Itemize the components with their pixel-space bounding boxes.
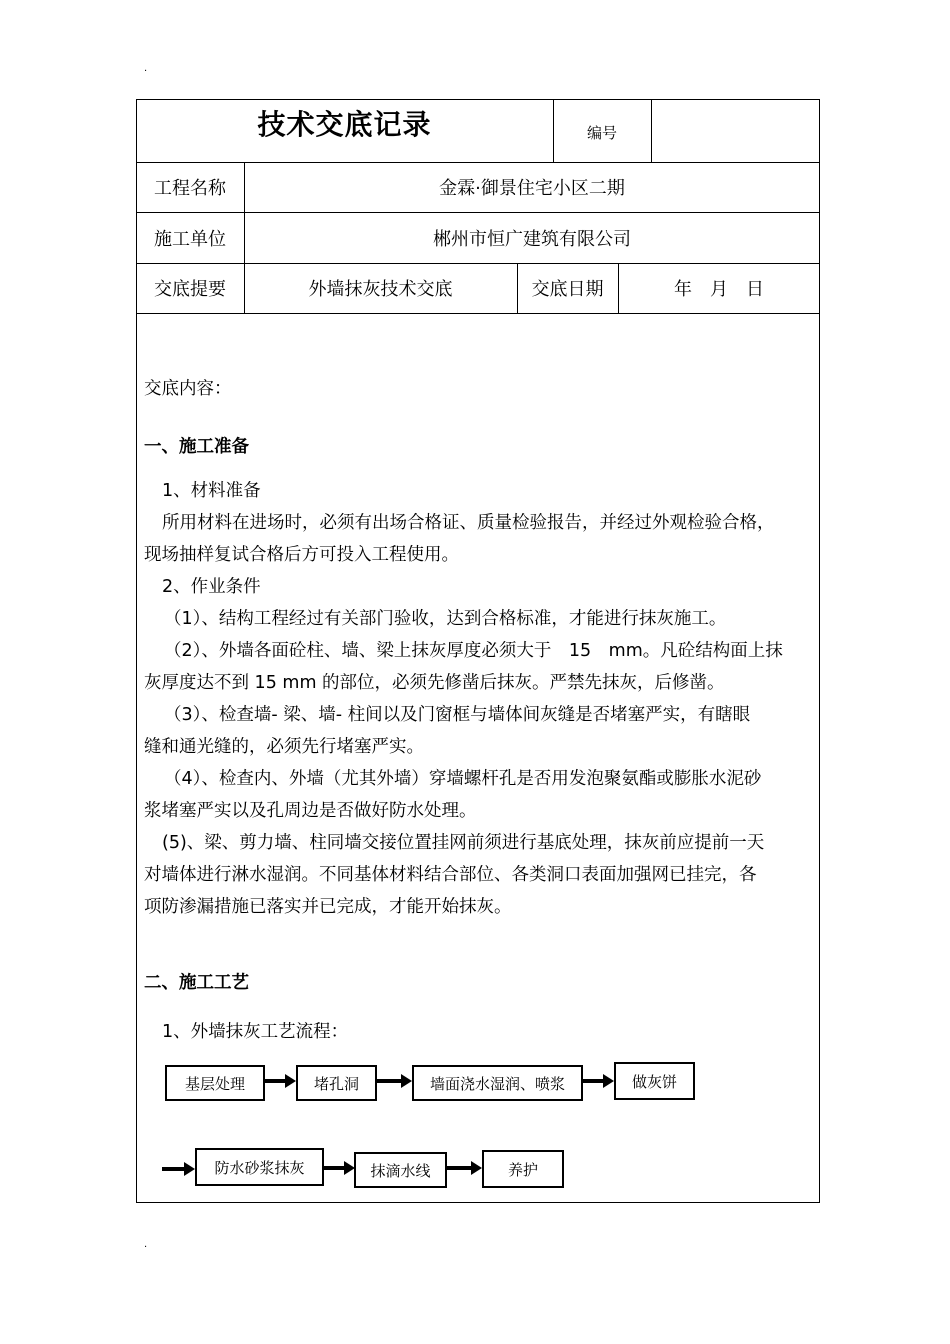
content-intro: 交底内容： <box>144 379 232 399</box>
flow-arrow-icon <box>162 1159 196 1179</box>
summary-label: 交底提要 <box>154 279 226 300</box>
paragraph-line: 浆堵塞严实以及孔周边是否做好防水处理。 <box>144 801 477 821</box>
flow-arrow-icon <box>583 1071 615 1091</box>
project-name-label: 工程名称 <box>154 178 226 199</box>
page-mark-bottom: . <box>144 1239 148 1250</box>
paragraph-line: （3）、检查墙- 梁、墙- 柱间以及门窗框与墙体间灰缝是否堵塞严实，有瞎眼 <box>164 705 751 725</box>
project-name-value: 金霖·御景住宅小区二期 <box>439 178 625 199</box>
paragraph-line: 所用材料在进场时，必须有出场合格证、质量检验报告，并经过外观检验合格， <box>162 513 775 533</box>
flow-arrow-icon <box>447 1158 483 1178</box>
flow-arrow-icon <box>377 1071 413 1091</box>
flow-step-base-treatment: 基层处理 <box>165 1065 265 1101</box>
paragraph-line: （1）、结构工程经过有关部门验收，达到合格标准，才能进行抹灰施工。 <box>164 609 727 629</box>
paragraph-line: 对墙体进行淋水湿润。不同基体材料结合部位、各类洞口表面加强网已挂完，各 <box>144 865 757 885</box>
flow-arrow-icon <box>324 1158 356 1178</box>
paragraph-line: 灰厚度达不到 15 mm 的部位，必须先修凿后抹灰。严禁先抹灰，后修凿。 <box>144 673 725 693</box>
disclosure-content <box>144 373 820 405</box>
paragraph-line: 缝和通光缝的，必须先行堵塞严实。 <box>144 737 424 757</box>
process-title: 1、外墙抹灰工艺流程： <box>162 1022 349 1042</box>
flow-step-plaster-pads: 做灰饼 <box>614 1062 695 1100</box>
summary-value: 外墙抹灰技术交底 <box>308 279 453 300</box>
contractor-label: 施工单位 <box>154 228 226 250</box>
paragraph-line: 现场抽样复试合格后方可投入工程使用。 <box>144 545 459 565</box>
section-heading: 二、施工工艺 <box>144 973 249 993</box>
section-1-body <box>144 475 820 923</box>
date-value: 年 月 日 <box>674 279 764 300</box>
contractor-value: 郴州市恒广建筑有限公司 <box>433 228 631 250</box>
flow-step-drip-line: 抹滴水线 <box>354 1152 447 1188</box>
flow-arrow-icon <box>265 1071 297 1091</box>
section-heading: 一、施工准备 <box>144 437 249 457</box>
item-title: 2、作业条件 <box>162 577 261 597</box>
row-divider <box>136 313 820 314</box>
page-mark-top: . <box>144 63 148 74</box>
paragraph-line: （2）、外墙各面砼柱、墙、梁上抹灰厚度必须大于 15 mm。凡砼结构面上抹 <box>164 641 783 661</box>
number-label: 编号 <box>586 123 617 142</box>
number-value <box>651 99 820 162</box>
document-title: 技术交底记录 <box>257 108 432 141</box>
paragraph-line: （4）、检查内、外墙（尤其外墙）穿墙螺杆孔是否用发泡聚氨酯或膨胀水泥砂 <box>164 769 762 789</box>
paragraph-line: 项防渗漏措施已落实并已完成，才能开始抹灰。 <box>144 897 512 917</box>
flow-step-plug-holes: 堵孔洞 <box>296 1065 377 1101</box>
date-label: 交底日期 <box>531 279 604 300</box>
flow-step-wet-spray: 墙面浇水湿润、喷浆 <box>412 1065 583 1101</box>
flow-step-curing: 养护 <box>482 1150 564 1188</box>
paragraph-line: (5)、梁、剪力墙、柱同墙交接位置挂网前须进行基底处理，抹灰前应提前一天 <box>162 833 765 853</box>
item-title: 1、材料准备 <box>162 481 261 501</box>
flow-step-waterproof-mortar: 防水砂浆抹灰 <box>195 1148 324 1186</box>
